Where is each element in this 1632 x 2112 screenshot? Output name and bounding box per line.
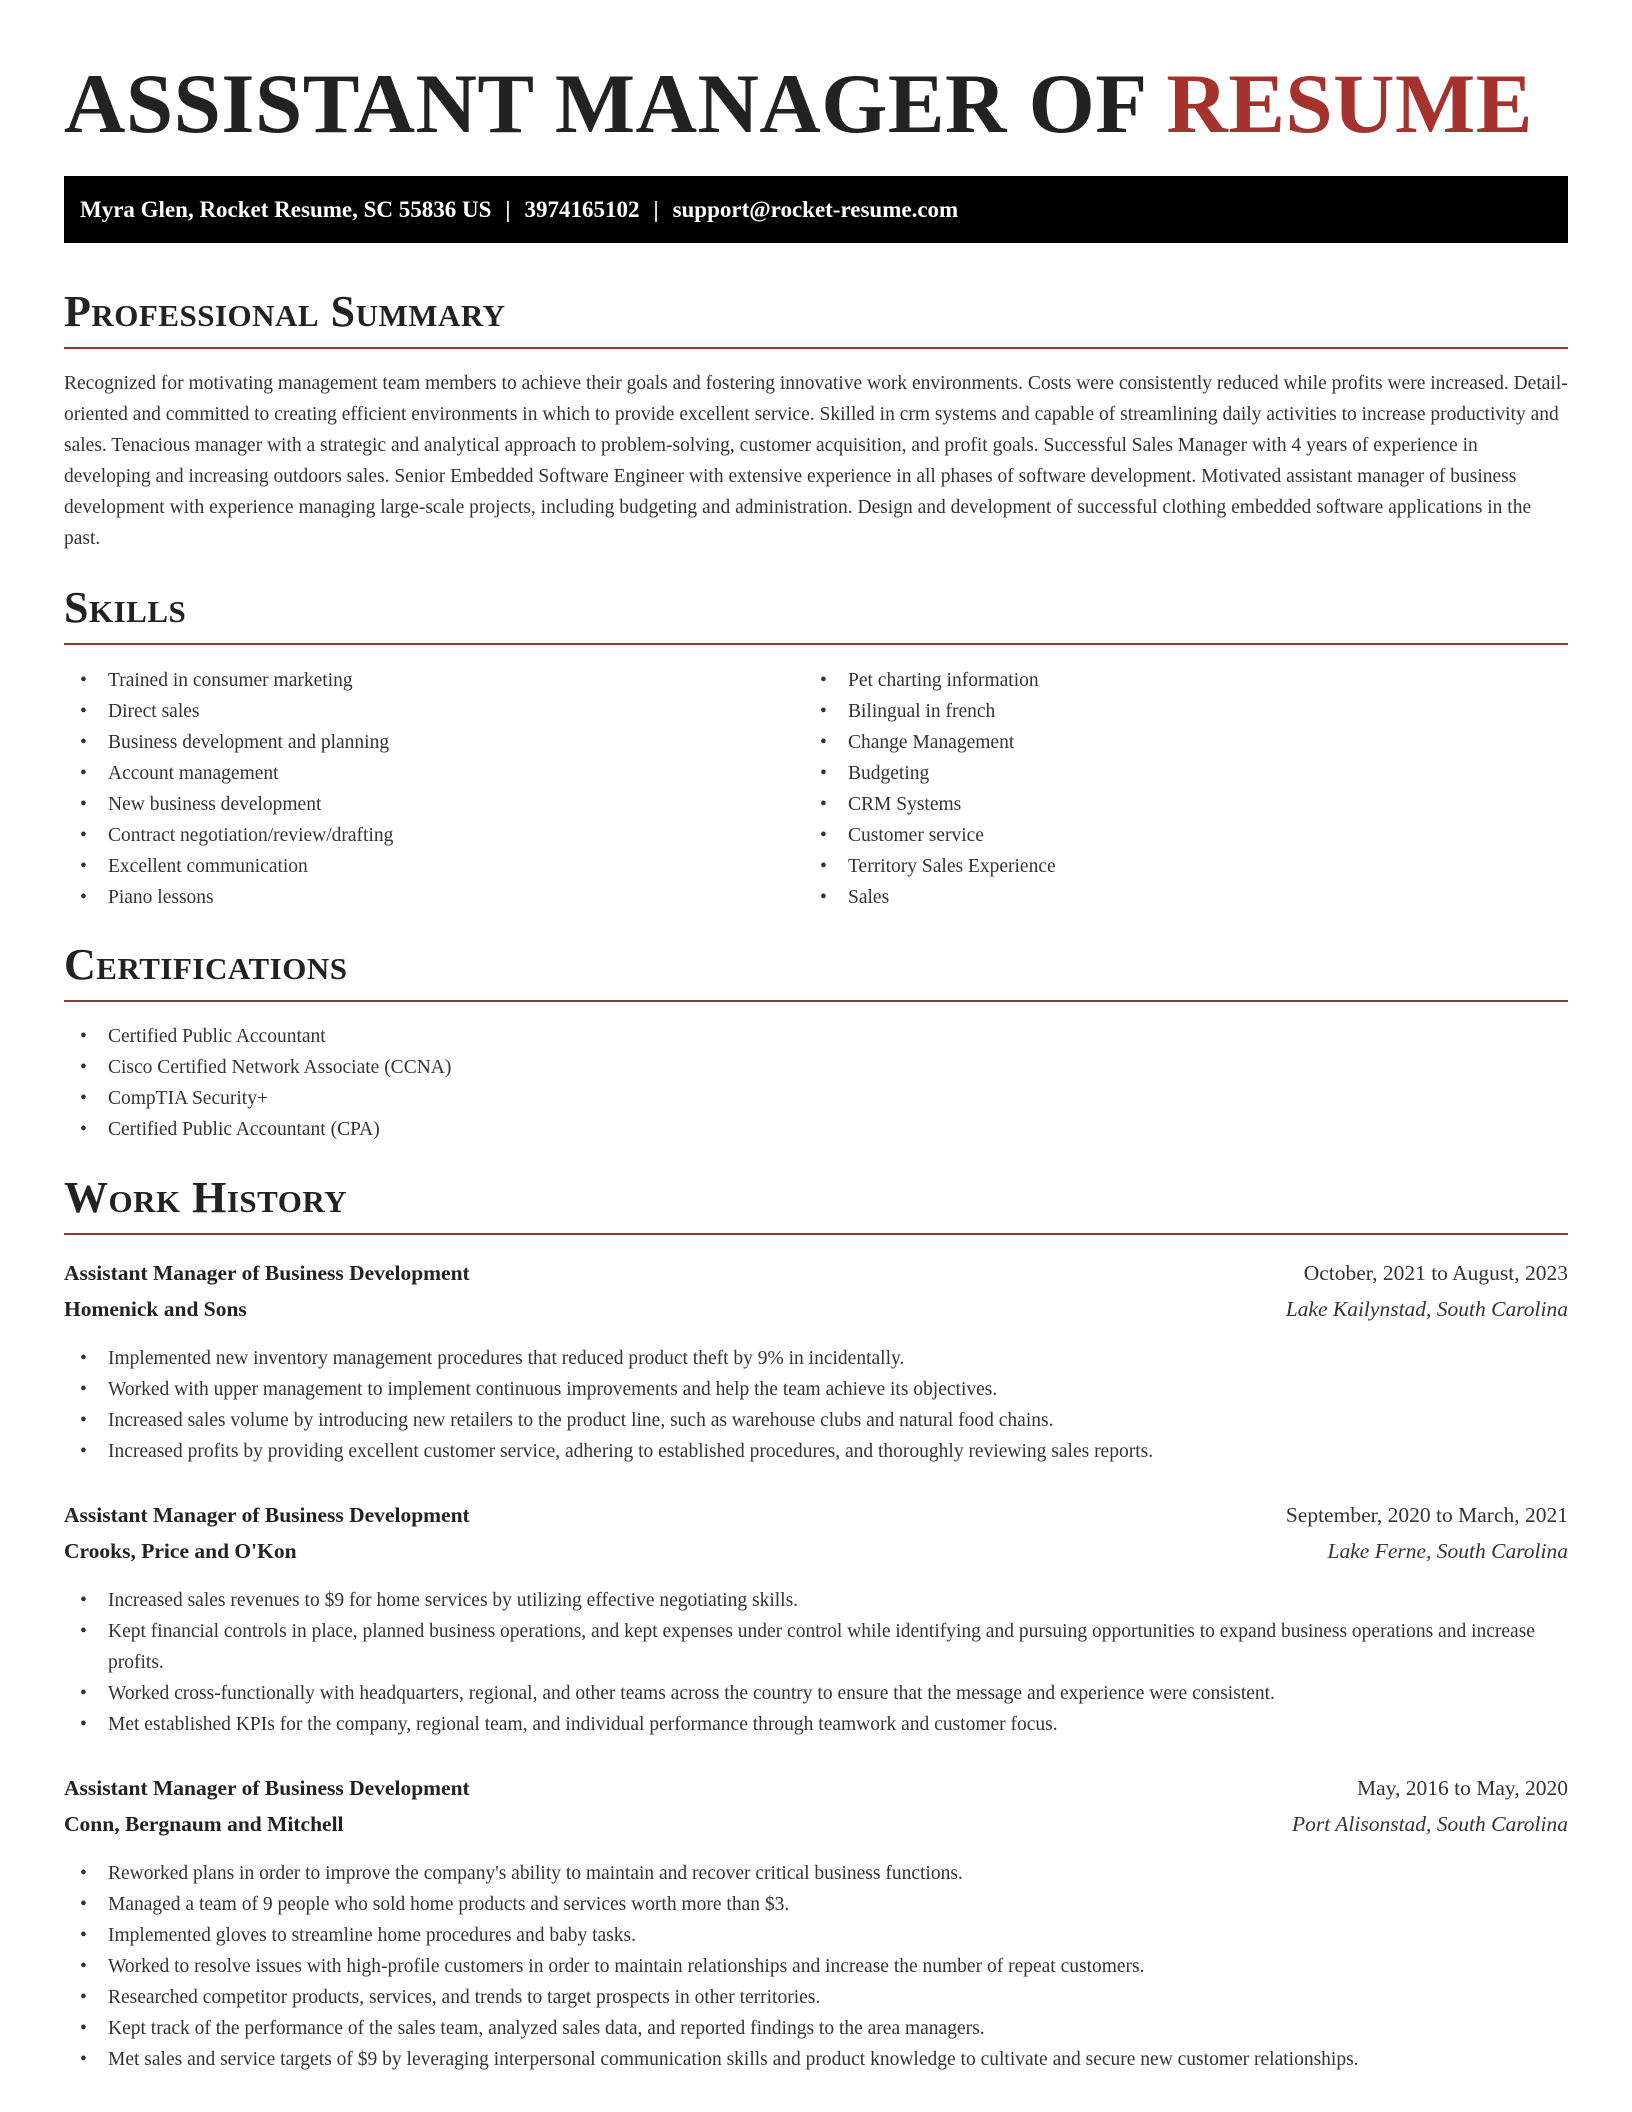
job-bullet: • Managed a team of 9 people who sold home products and services worth more than $3. bbox=[64, 1889, 1568, 1920]
job-location: Lake Kailynstad, South Carolina bbox=[1285, 1297, 1568, 1321]
certifications-heading: Certifications bbox=[64, 940, 348, 989]
summary-divider bbox=[64, 347, 1568, 349]
summary-text: Recognized for motivating management team members to achieve their goals and fostering innovative work environments. Costs were consistently reduced while profits were increased. Detail-oriented and committed to creating efficient environments in which to provide excellent service. Skilled in crm systems and capable of streamlining daily activities to increase productivity and sales. Tenacious manager with a strategic and analytical approach to problem-solving, customer acquisition, and profit goals. Successful Sales Manager with 4 years of experience in developing and increasing outdoors sales. Senior Embedded Software Engineer with extensive experience in all phases of software development. Motivated assistant manager of business development with experience managing large-scale projects, including budgeting and administration. Design and development of successful clothing embedded software applications in the past. bbox=[64, 373, 1568, 549]
certification-item: • Certified Public Accountant bbox=[64, 1021, 1568, 1052]
skill-item: • Excellent communication bbox=[64, 851, 804, 882]
contact-address: Myra Glen, Rocket Resume, SC 55836 US bbox=[80, 197, 492, 222]
job-title: Assistant Manager of Business Development bbox=[64, 1776, 470, 1800]
job-bullet: • Worked to resolve issues with high-profile customers in order to maintain relationships and increase the number of repeat customers. bbox=[64, 1951, 1568, 1982]
skill-item: • Direct sales bbox=[64, 696, 804, 727]
job-bullet: • Worked with upper management to implement continuous improvements and help the team achieve its objectives. bbox=[64, 1374, 1568, 1405]
job-location: Port Alisonstad, South Carolina bbox=[1292, 1812, 1568, 1836]
job-bullet: • Kept financial controls in place, planned business operations, and kept expenses under control while identifying and pursuing opportunities to expand business operations and increase profits. bbox=[64, 1616, 1568, 1678]
job-location: Lake Ferne, South Carolina bbox=[1327, 1539, 1568, 1563]
job-title: Assistant Manager of Business Development bbox=[64, 1503, 470, 1527]
job-bullets bbox=[64, 1343, 1568, 1467]
skills-list-left bbox=[64, 665, 804, 913]
skill-item: • New business development bbox=[64, 789, 804, 820]
resume-title bbox=[64, 56, 1533, 152]
job-bullet: • Met sales and service targets of $9 by leveraging interpersonal communication skills and product knowledge to cultivate and secure new customer relationships. bbox=[64, 2044, 1568, 2075]
skills-heading: Skills bbox=[64, 583, 187, 632]
contact-separator: | bbox=[653, 197, 659, 222]
skill-item: • Customer service bbox=[804, 820, 1568, 851]
job-bullet: • Researched competitor products, services, and trends to target prospects in other territories. bbox=[64, 1982, 1568, 2013]
skill-item: • Pet charting information bbox=[804, 665, 1568, 696]
job-bullet: • Implemented gloves to streamline home procedures and baby tasks. bbox=[64, 1920, 1568, 1951]
contact-phone: 3974165102 bbox=[524, 197, 640, 222]
skill-item: • CRM Systems bbox=[804, 789, 1568, 820]
skill-item: • Business development and planning bbox=[64, 727, 804, 758]
contact-bar bbox=[64, 176, 1568, 243]
skills-divider bbox=[64, 643, 1568, 645]
job-dates: September, 2020 to March, 2021 bbox=[1285, 1503, 1568, 1527]
skill-item: • Account management bbox=[64, 758, 804, 789]
job-bullets bbox=[64, 1585, 1568, 1740]
work-history-divider bbox=[64, 1233, 1568, 1235]
job-dates: May, 2016 to May, 2020 bbox=[1356, 1776, 1568, 1800]
certification-item: • Certified Public Accountant (CPA) bbox=[64, 1114, 1568, 1145]
skill-item: • Bilingual in french bbox=[804, 696, 1568, 727]
job-bullet: • Kept track of the performance of the sales team, analyzed sales data, and reported findings to the area managers. bbox=[64, 2013, 1568, 2044]
title-accent: RESUME bbox=[1166, 57, 1533, 151]
work-history-heading: Work History bbox=[64, 1173, 348, 1222]
skill-item: • Budgeting bbox=[804, 758, 1568, 789]
skill-item: • Contract negotiation/review/drafting bbox=[64, 820, 804, 851]
certifications-divider bbox=[64, 1000, 1568, 1002]
job-bullet: • Increased profits by providing excellent customer service, adhering to established procedures, and thoroughly reviewing sales reports. bbox=[64, 1436, 1568, 1467]
job-company: Conn, Bergnaum and Mitchell bbox=[64, 1812, 344, 1836]
job-bullet: • Implemented new inventory management procedures that reduced product theft by 9% in incidentally. bbox=[64, 1343, 1568, 1374]
job-title: Assistant Manager of Business Development bbox=[64, 1261, 470, 1285]
job-bullet: • Met established KPIs for the company, regional team, and individual performance through teamwork and customer focus. bbox=[64, 1709, 1568, 1740]
job-company: Crooks, Price and O'Kon bbox=[64, 1539, 297, 1563]
skill-item: • Change Management bbox=[804, 727, 1568, 758]
job-bullets bbox=[64, 1858, 1568, 2075]
skills-list-right bbox=[804, 665, 1568, 913]
job-bullet: • Reworked plans in order to improve the company's ability to maintain and recover critical business functions. bbox=[64, 1858, 1568, 1889]
job-bullet: • Increased sales revenues to $9 for home services by utilizing effective negotiating skills. bbox=[64, 1585, 1568, 1616]
job-dates: October, 2021 to August, 2023 bbox=[1303, 1261, 1568, 1285]
skill-item: • Territory Sales Experience bbox=[804, 851, 1568, 882]
skill-item: • Piano lessons bbox=[64, 882, 804, 913]
contact-email: support@rocket-resume.com bbox=[672, 197, 959, 222]
summary-heading: Professional Summary bbox=[64, 287, 506, 336]
contact-separator: | bbox=[505, 197, 511, 222]
title-main: ASSISTANT MANAGER OF bbox=[64, 57, 1145, 151]
job-bullet: • Increased sales volume by introducing new retailers to the product line, such as warehouse clubs and natural food chains. bbox=[64, 1405, 1568, 1436]
skill-item: • Sales bbox=[804, 882, 1568, 913]
job-company: Homenick and Sons bbox=[64, 1297, 247, 1321]
certification-item: • CompTIA Security+ bbox=[64, 1083, 1568, 1114]
certification-item: • Cisco Certified Network Associate (CCNA) bbox=[64, 1052, 1568, 1083]
job-bullet: • Worked cross-functionally with headquarters, regional, and other teams across the country to ensure that the message and experience were consistent. bbox=[64, 1678, 1568, 1709]
certifications-list bbox=[64, 1021, 1568, 1145]
skill-item: • Trained in consumer marketing bbox=[64, 665, 804, 696]
